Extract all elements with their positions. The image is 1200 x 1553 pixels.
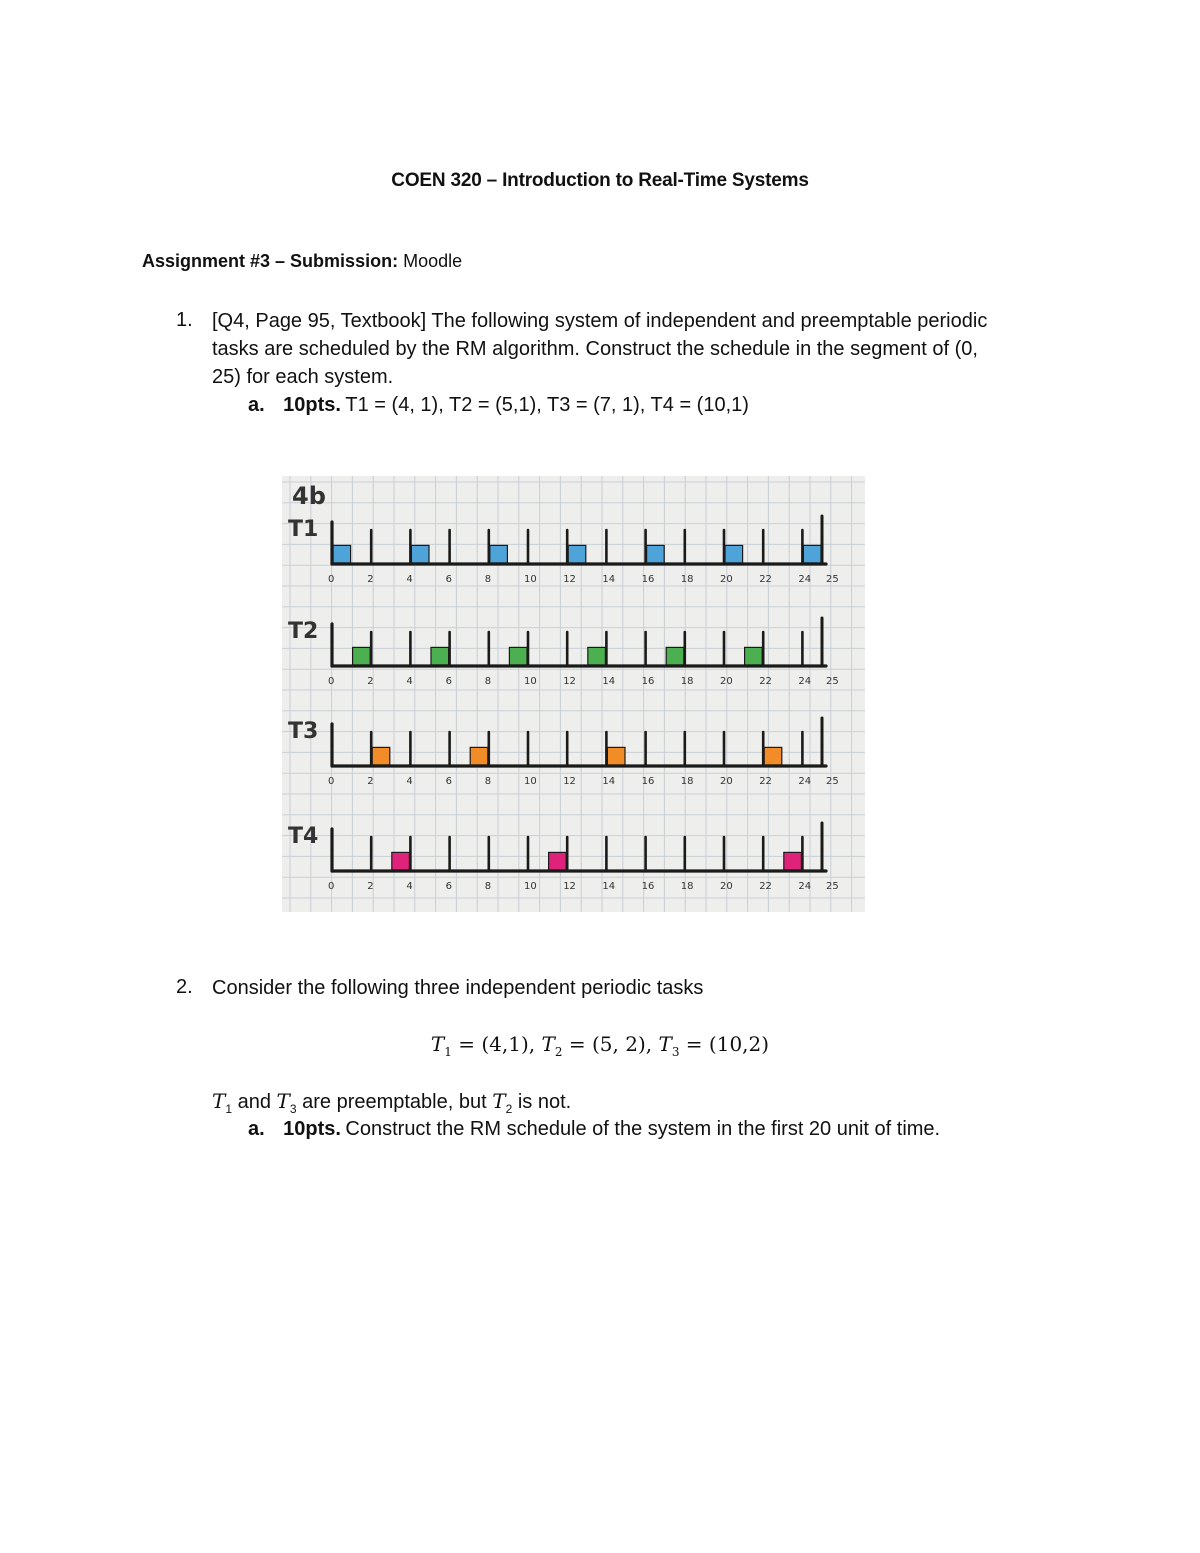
tick-label: 18 xyxy=(680,676,694,687)
tick-label: 16 xyxy=(641,676,655,687)
exec-block xyxy=(647,545,665,563)
eq-t1-val: = (4,1), xyxy=(451,1032,542,1056)
exec-block xyxy=(333,545,351,563)
eq-t1-name: T xyxy=(430,1032,445,1056)
exec-block xyxy=(666,647,684,665)
exec-block xyxy=(353,647,371,665)
tick-label: 20 xyxy=(720,776,733,787)
question-1-number: 1. xyxy=(176,309,193,331)
exec-block xyxy=(392,852,410,870)
schedule-photo xyxy=(282,476,865,912)
tick-label: 6 xyxy=(445,574,452,585)
exec-block xyxy=(607,747,625,765)
tick-label: 0 xyxy=(328,676,335,687)
tick-label: 22 xyxy=(759,676,772,687)
tick-label: 10 xyxy=(524,776,537,787)
question-2-intro: Consider the following three independent periodic tasks xyxy=(212,977,704,999)
eq-t3-sub: 3 xyxy=(671,1045,680,1059)
row-label: T1 xyxy=(288,517,319,542)
tick-label: 22 xyxy=(759,881,772,892)
row-label: T4 xyxy=(288,824,319,849)
exec-block xyxy=(568,545,586,563)
part-a-points: 10pts. xyxy=(283,394,341,416)
tick-label: 14 xyxy=(602,776,616,787)
assignment-label: Assignment #3 – Submission: xyxy=(142,251,399,271)
tick-label: 16 xyxy=(641,574,655,585)
tick-label: 2 xyxy=(367,776,374,787)
tick-label: 8 xyxy=(484,676,492,687)
q2-part-a-points: 10pts. xyxy=(283,1118,341,1140)
tick-label: 10 xyxy=(524,676,537,687)
tick-label: 20 xyxy=(720,676,733,687)
tick-label: 25 xyxy=(826,574,839,585)
note-c-name: T xyxy=(492,1089,506,1113)
tick-label: 6 xyxy=(445,776,452,787)
exec-block xyxy=(411,545,429,563)
tick-label: 24 xyxy=(798,776,812,787)
exec-block xyxy=(803,545,821,563)
eq-t3-name: T xyxy=(658,1032,672,1056)
tick-label: 14 xyxy=(602,881,616,892)
row-label: T3 xyxy=(288,719,319,744)
tick-label: 20 xyxy=(720,881,733,892)
note-b-sub: 3 xyxy=(289,1102,297,1116)
tick-label: 0 xyxy=(328,776,335,787)
tick-label: 18 xyxy=(680,574,694,585)
tick-label: 10 xyxy=(524,881,537,892)
figure-label: 4b xyxy=(292,482,326,510)
note-end: is not. xyxy=(512,1091,572,1113)
tick-label: 12 xyxy=(563,881,576,892)
tick-label: 22 xyxy=(759,574,772,585)
exec-block xyxy=(470,747,488,765)
question-2-part-a xyxy=(248,1118,940,1141)
tick-label: 12 xyxy=(563,676,576,687)
task-equation xyxy=(0,1032,1200,1059)
tick-label: 6 xyxy=(445,676,452,687)
note-a-sub: 1 xyxy=(225,1102,233,1116)
tick-label: 14 xyxy=(602,574,616,585)
exec-block xyxy=(372,747,390,765)
eq-t1-sub: 1 xyxy=(444,1045,452,1059)
row-label: T2 xyxy=(288,619,319,644)
eq-t2-val: = (5, 2), xyxy=(562,1032,659,1056)
note-and: and xyxy=(232,1091,277,1113)
tick-label: 24 xyxy=(798,574,812,585)
tick-label: 8 xyxy=(484,881,492,892)
graph-paper xyxy=(282,476,865,912)
tick-label: 2 xyxy=(367,881,374,892)
note-a-name: T xyxy=(212,1089,226,1113)
assignment-line xyxy=(142,251,462,272)
question-1-part-a xyxy=(248,394,749,417)
tick-label: 16 xyxy=(641,776,655,787)
tick-label: 20 xyxy=(720,574,733,585)
tick-label: 4 xyxy=(406,574,413,585)
tick-label: 2 xyxy=(367,574,374,585)
tick-label: 25 xyxy=(826,881,839,892)
tick-label: 10 xyxy=(524,574,537,585)
question-1-line-2: tasks are scheduled by the RM algorithm. Construct the schedule in the segment of (0, xyxy=(212,338,978,360)
question-1-text xyxy=(212,307,1072,391)
exec-block xyxy=(745,647,763,665)
tick-label: 12 xyxy=(563,776,576,787)
exec-block xyxy=(431,647,449,665)
part-a-text: T1 = (4, 1), T2 = (5,1), T3 = (7, 1), T4 = (10,1) xyxy=(345,394,749,416)
exec-block xyxy=(549,852,567,870)
tick-label: 8 xyxy=(484,574,492,585)
tick-label: 16 xyxy=(641,881,655,892)
exec-block xyxy=(509,647,527,665)
question-2-number: 2. xyxy=(176,976,193,998)
tick-label: 4 xyxy=(406,676,413,687)
tick-label: 24 xyxy=(798,676,812,687)
exec-block xyxy=(764,747,782,765)
tick-label: 25 xyxy=(826,776,839,787)
submission-target: Moodle xyxy=(403,251,463,271)
tick-label: 14 xyxy=(602,676,616,687)
question-1-line-3: 25) for each system. xyxy=(212,366,394,388)
q2-part-a-text: Construct the RM schedule of the system in the first 20 unit of time. xyxy=(345,1118,941,1140)
eq-t2-name: T xyxy=(541,1032,555,1056)
tick-label: 0 xyxy=(328,574,335,585)
tick-label: 4 xyxy=(406,881,413,892)
tick-label: 18 xyxy=(680,881,694,892)
tick-label: 18 xyxy=(680,776,694,787)
tick-label: 0 xyxy=(328,881,335,892)
q2-part-a-letter: a. xyxy=(248,1118,265,1140)
tick-label: 24 xyxy=(798,881,812,892)
tick-label: 6 xyxy=(445,881,452,892)
part-a-letter: a. xyxy=(248,394,265,416)
tick-label: 2 xyxy=(367,676,374,687)
tick-label: 25 xyxy=(826,676,839,687)
exec-block xyxy=(588,647,606,665)
page-title: COEN 320 – Introduction to Real-Time Systems xyxy=(391,170,809,191)
note-mid: are preemptable, but xyxy=(296,1091,493,1113)
tick-label: 22 xyxy=(759,776,772,787)
note-b-name: T xyxy=(276,1089,290,1113)
note-c-sub: 2 xyxy=(505,1102,513,1116)
exec-block xyxy=(784,852,802,870)
eq-t3-val: = (10,2) xyxy=(679,1032,770,1056)
exec-block xyxy=(725,545,743,563)
eq-t2-sub: 2 xyxy=(554,1045,563,1059)
exec-block xyxy=(490,545,508,563)
tick-label: 8 xyxy=(484,776,492,787)
question-1-line-1: [Q4, Page 95, Textbook] The following system of independent and preemptable periodic xyxy=(212,310,988,332)
tick-label: 4 xyxy=(406,776,413,787)
tick-label: 12 xyxy=(563,574,576,585)
